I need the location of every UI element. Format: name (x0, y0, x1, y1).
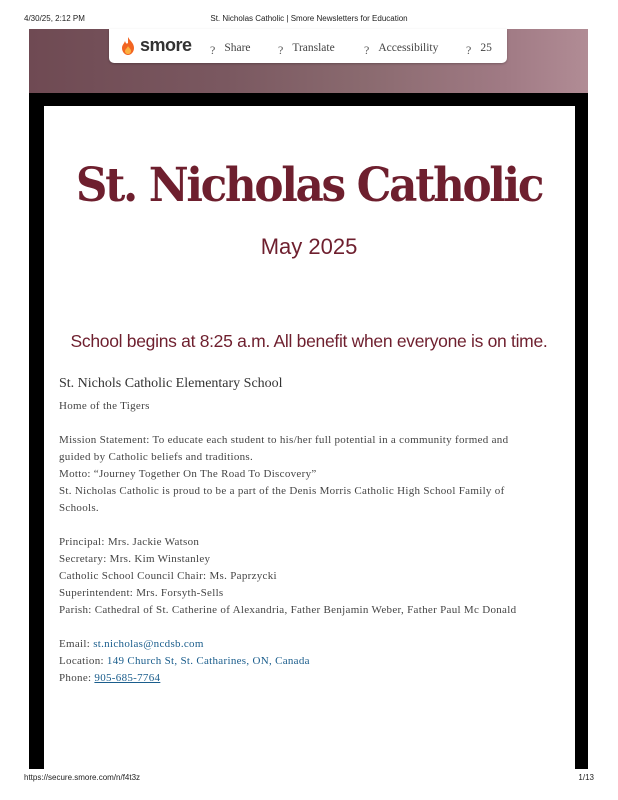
translate-label: Translate (292, 42, 335, 54)
accessibility-icon: ? (364, 43, 370, 57)
readers-icon: ? (466, 43, 472, 57)
location-line (59, 653, 559, 670)
print-header (24, 14, 594, 26)
phone-link[interactable]: 905-685-7764 (94, 672, 161, 684)
school-info (59, 375, 559, 687)
print-datetime: 4/30/25, 2:12 PM (24, 14, 85, 23)
council-chair-line: Catholic School Council Chair: Ms. Paprzycki (59, 570, 277, 582)
location-label: Location: (59, 655, 107, 667)
share-icon: ? (210, 43, 216, 57)
share-label: Share (224, 42, 251, 54)
family-line: Schools. (59, 502, 99, 514)
phone-line (59, 670, 559, 687)
share-button[interactable] (210, 40, 251, 55)
smore-logo-text: smore (140, 35, 192, 55)
family-line: St. Nicholas Catholic is proud to be a part of the Denis Morris Catholic High School Family of (59, 485, 505, 497)
school-tagline: Home of the Tigers (59, 400, 150, 412)
email-line (59, 636, 559, 653)
smore-flame-icon (119, 36, 137, 56)
translate-icon: ? (278, 43, 284, 57)
mission-line: guided by Catholic beliefs and traditions. (59, 451, 254, 463)
newsletter-month: May 2025 (260, 234, 358, 259)
email-label: Email: (59, 638, 94, 650)
accessibility-label: Accessibility (378, 42, 439, 54)
motto-line: Motto: “Journey Together On The Road To Discovery” (59, 468, 317, 480)
superintendent-line: Superintendent: Mrs. Forsyth-Sells (59, 587, 224, 599)
smore-toolbar (109, 29, 507, 63)
start-time-notice: School begins at 8:25 a.m. All benefit when everyone is on time. (70, 331, 548, 351)
print-url: https://secure.smore.com/n/f4t3z (24, 773, 141, 782)
mission-block (59, 432, 559, 517)
mission-line: Mission Statement: To educate each student to his/her full potential in a community formed and (59, 434, 509, 446)
school-name: St. Nichols Catholic Elementary School (59, 376, 283, 391)
newsletter-title: St. Nicholas Catholic (75, 158, 543, 213)
print-page-title: St. Nicholas Catholic | Smore Newsletters for Education (210, 14, 408, 23)
staff-block (59, 534, 559, 619)
accessibility-button[interactable] (364, 40, 438, 55)
translate-button[interactable] (278, 40, 335, 55)
principal-line: Principal: Mrs. Jackie Watson (59, 536, 200, 548)
secretary-line: Secretary: Mrs. Kim Winstanley (59, 553, 211, 565)
reader-count-button[interactable] (466, 40, 492, 55)
email-link[interactable]: st.nicholas@ncdsb.com (93, 638, 204, 650)
location-link[interactable]: 149 Church St, St. Catharines, ON, Canada (106, 655, 310, 667)
phone-label: Phone: (59, 672, 95, 684)
print-page-number: 1/13 (578, 773, 594, 782)
contact-block (59, 636, 559, 687)
parish-line: Parish: Cathedral of St. Catherine of Alexandria, Father Benjamin Weber, Father Paul Mc Donald (59, 604, 517, 616)
print-footer (24, 773, 594, 785)
reader-count: 25 (480, 42, 492, 54)
